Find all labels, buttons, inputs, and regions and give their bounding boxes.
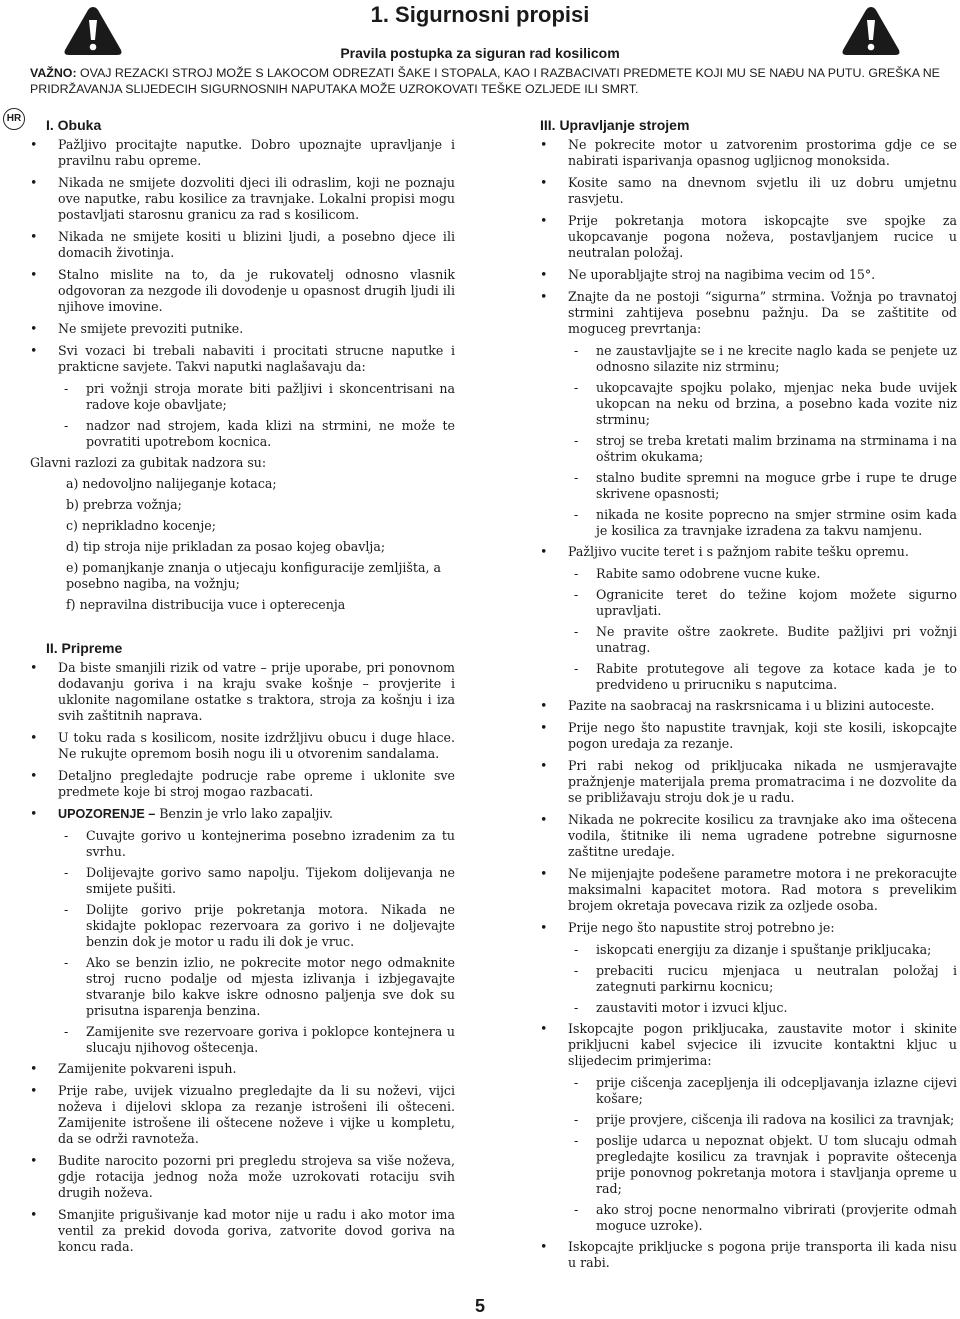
list-item: • Da biste smanjili rizik od vatre – prije uporabe, pri ponovnom dodavanju goriva i na kraju svake košnje – provjerite i uklonite nagomilane ostatke s traktora, stroja za košnju i iza svih zaštitnih naprava. xyxy=(30,660,455,724)
list-item: • Iskopcajte prikljucke s pogona prije transporta ili kada nisu u rabi. xyxy=(540,1239,957,1271)
cause-item: f) nepravilna distribucija vuce i opterecenja xyxy=(66,597,346,612)
list-subitem: - Dolijte gorivo prije pokretanja motora. Nikada ne skidajte poklopac rezervoara za gorivo i ne doljevajte benzin dok je motor u radu ili dok je vruc. xyxy=(30,902,455,950)
list-item: • Ne pokrecite motor u zatvorenim prostorima gdje ce se nabirati isparivanja opasnog ugljicnog monoksida. xyxy=(540,137,957,169)
right-column xyxy=(540,117,957,1277)
list-subitem: - prebaciti rucicu mjenjaca u neutralan položaj i zategnuti parkirnu kocnicu; xyxy=(540,963,957,995)
list-subitem: - prije cišcenja zacepljenja ili odcepljavanja izlazne cijevi košare; xyxy=(540,1075,957,1107)
list-item: • Ne uporabljajte stroj na nagibima vecim od 15°. xyxy=(540,267,957,283)
list-item: • Kosite samo na dnevnom svjetlu ili uz dobru umjetnu rasvjetu. xyxy=(540,175,957,207)
list-subitem: - Rabite samo odobrene vucne kuke. xyxy=(540,566,957,582)
section-heading-training: I. Obuka xyxy=(46,117,102,133)
list-item: • Znajte da ne postoji “sigurna” strmina. Vožnja po travnatoj strmini zahtijeva posebnu pažnju. Da se zaštitite od moguceg prevrtanja: xyxy=(540,289,957,337)
list-item: • Nikada ne smijete dozvoliti djeci ili odraslim, koji ne poznaju ove naputke, rabu kosilice za travnjake. Lokalni propisi mogu postavljati starosnu granicu za rad s kosilicom. xyxy=(30,175,455,223)
list-item: • Budite narocito pozorni pri pregledu strojeva sa više noževa, gdje rotacija jednog noža može uzrokovati rotaciju svih drugih noževa. xyxy=(30,1153,455,1201)
list-item: • Prije nego što napustite travnjak, koji ste kosili, iskopcajte pogon uredaja za rezanje. xyxy=(540,720,957,752)
list-item: • Nikada ne smijete kositi u blizini ljudi, a posebno djece ili domacih životinja. xyxy=(30,229,455,261)
list-item: • Prije nego što napustite stroj potrebno je: xyxy=(540,920,957,936)
warning-text: OVAJ REZACKI STROJ MOŽE S LAKOCOM ODREZATI ŠAKE I STOPALA, KAO I RAZBACIVATI PREDMETE KOJI MU SE NAĐU NA PUTU. GREŠKA NE PRIDRŽAVANJA SLIJEDECIH SIGURNOSNIH NAPUTAKA MOŽE UZROKOVATI TEŠKE OZLJEDE ILI SMRT. xyxy=(30,66,940,96)
list-subitem: - pri vožnji stroja morate biti pažljivi i skoncentrisani na radove koje obavljate; xyxy=(30,381,455,413)
left-column xyxy=(30,117,455,1261)
list-item: • Prije rabe, uvijek vizualno pregledajte da li su noževi, vijci noževa i dijelovi sklopa za rezanje istrošeni ili ošteceni. Zamijenite istrošene ili oštecene noževe i vijke u kompletu, da se održi ravnoteža. xyxy=(30,1083,455,1147)
list-item: • Ne mijenjajte podešene parametre motora i ne prekoracujte maksimalni kapacitet motora. Rad motora s prevelikim brojem okretaja povecava rizik za ozljede osoba. xyxy=(540,866,957,914)
list-subitem: - stroj se treba kretati malim brzinama na strminama i na oštrim okukama; xyxy=(540,433,957,465)
section-heading-operation: III. Upravljanje strojem xyxy=(540,117,690,133)
list-subitem: - Ogranicite teret do težine kojom možete sigurno upravljati. xyxy=(540,587,957,619)
section-heading-preparation: II. Pripreme xyxy=(46,640,123,656)
list-subitem: - zaustaviti motor i izvuci kljuc. xyxy=(540,1000,957,1016)
list-item: • Detaljno pregledajte podrucje rabe opreme i uklonite sve predmete koje bi stroj mogao razbacati. xyxy=(30,768,455,800)
cause-item: b) prebrza vožnja; xyxy=(66,497,182,512)
page-subtitle: Pravila postupka za siguran rad kosilicom xyxy=(340,45,620,61)
cause-item: e) pomanjkanje znanja o utjecaju konfiguracije zemljišta, a posebno nagiba, na vožnju; xyxy=(66,560,441,591)
list-item: • Pažljivo procitajte naputke. Dobro upoznajte upravljanje i pravilnu rabu opreme. xyxy=(30,137,455,169)
list-item: • Smanjite prigušivanje kad motor nije u radu i ako motor ima ventil za prekid dovoda goriva, zatvorite dovod goriva na koncu rada. xyxy=(30,1207,455,1255)
list-subitem: - Zamijenite sve rezervoare goriva i poklopce kontejnera u slucaju njihovog oštecenja. xyxy=(30,1024,455,1056)
cause-item: a) nedovoljno nalijeganje kotaca; xyxy=(66,476,277,491)
list-item: • Stalno mislite na to, da je rukovatelj odnosno vlasnik odgovoran za nezgode ili dovodenje u opasnost drugih ljudi ili njihove imovine. xyxy=(30,267,455,315)
list-subitem: - prije provjere, cišcenja ili radova na kosilici za travnjak; xyxy=(540,1112,957,1128)
cause-item: c) neprikladno kocenje; xyxy=(66,518,216,533)
list-subitem: - iskopcati energiju za dizanje i spuštanje prikljucaka; xyxy=(540,942,957,958)
page-number: 5 xyxy=(474,1296,485,1316)
list-subitem: - ukopcavajte spojku polako, mjenjac neka bude uvijek ukopcan na neku od brzina, a posebno kada vozite niz strminu; xyxy=(540,380,957,428)
list-item: • Ne smijete prevoziti putnike. xyxy=(30,321,455,337)
upozorenje-label: UPOZORENJE – xyxy=(58,807,156,821)
list-subitem: - ne zaustavljajte se i ne krecite naglo kada se penjete uz odnosno silazite niz strminu; xyxy=(540,343,957,375)
list-item: • Pri rabi nekog od prikljucaka nikada ne usmjeravajte pražnjenje materijala prema promatracima i ne dozvolite da se približavaju stroju dok je u radu. xyxy=(540,758,957,806)
safety-warning xyxy=(30,65,960,97)
list-item-warning xyxy=(30,806,455,822)
page-title: 1. Sigurnosni propisi xyxy=(370,2,590,27)
list-subitem: - Dolijevajte gorivo samo napolju. Tijekom dolijevanja ne smijete pušiti. xyxy=(30,865,455,897)
list-subitem: - poslije udarca u nepoznat objekt. U tom slucaju odmah pregledajte kosilicu za travnjak i popravite oštecenja prije ponovnog pokretanja motora i stavljanja opreme u rad; xyxy=(540,1133,957,1197)
language-badge: HR xyxy=(3,108,25,130)
list-subitem: - nikada ne kosite poprecno na smjer strmine osim kada je kosilica za travnjake izradena za takvu namjenu. xyxy=(540,507,957,539)
cause-item: d) tip stroja nije prikladan za posao kojeg obavlja; xyxy=(66,539,386,554)
list-subitem: - Rabite protutegove ali tegove za kotace kada je to predvideno u prirucniku s naputcima. xyxy=(540,661,957,693)
list-item: • Iskopcajte pogon prikljucaka, zaustavite motor i skinite prikljucni kabel svjecice ili izvucite kontaktni kljuc u slijedecim primjerima: xyxy=(540,1021,957,1069)
upozorenje-text: Benzin je vrlo lako zapaljiv. xyxy=(155,806,334,821)
list-subitem: - Cuvajte gorivo u kontejnerima posebno izradenim za tu svrhu. xyxy=(30,828,455,860)
list-subitem: - Ne pravite oštre zaokrete. Budite pažljivi pri vožnji unatrag. xyxy=(540,624,957,656)
list-item: • Prije pokretanja motora iskopcajte sve spojke za ukopcavanje pogona noževa, postavljanjem rucice u neutralan položaj. xyxy=(540,213,957,261)
list-subitem: - nadzor nad strojem, kada klizi na strmini, ne može te povratiti upotrebom kocnica. xyxy=(30,418,455,450)
warning-label: VAŽNO: xyxy=(30,66,77,80)
list-item: • Svi vozaci bi trebali nabaviti i procitati strucne naputke i prakticne savjete. Takvi naputki naglašavaju da: xyxy=(30,343,455,375)
causes-intro: Glavni razlozi za gubitak nadzora su: xyxy=(30,455,267,470)
list-subitem: - ako stroj pocne nenormalno vibrirati (provjerite odmah moguce uzroke). xyxy=(540,1202,957,1234)
list-item: • Pažljivo vucite teret i s pažnjom rabite tešku opremu. xyxy=(540,544,957,560)
list-item: • U toku rada s kosilicom, nosite izdržljivu obucu i duge hlace. Ne rukujte opremom bosih nogu ili u otvorenim sandalama. xyxy=(30,730,455,762)
list-subitem: - stalno budite spremni na moguce grbe i rupe te druge skrivene opasnosti; xyxy=(540,470,957,502)
list-item: • Pazite na saobracaj na raskrsnicama i u blizini autoceste. xyxy=(540,698,957,714)
list-subitem: - Ako se benzin izlio, ne pokrecite motor nego odmaknite stroj rucno podalje od mjesta izlivanja i izbjegavajte stvaranje bilo kakve iskre odnosno paljenja sve dok su prisutna isparenja benzina. xyxy=(30,955,455,1019)
list-item: • Nikada ne pokrecite kosilicu za travnjake ako ima oštecena vodila, štitnike ili nema ugradene potrebne sigurnosne zaštitne uredaje. xyxy=(540,812,957,860)
list-item: • Zamijenite pokvareni ispuh. xyxy=(30,1061,455,1077)
